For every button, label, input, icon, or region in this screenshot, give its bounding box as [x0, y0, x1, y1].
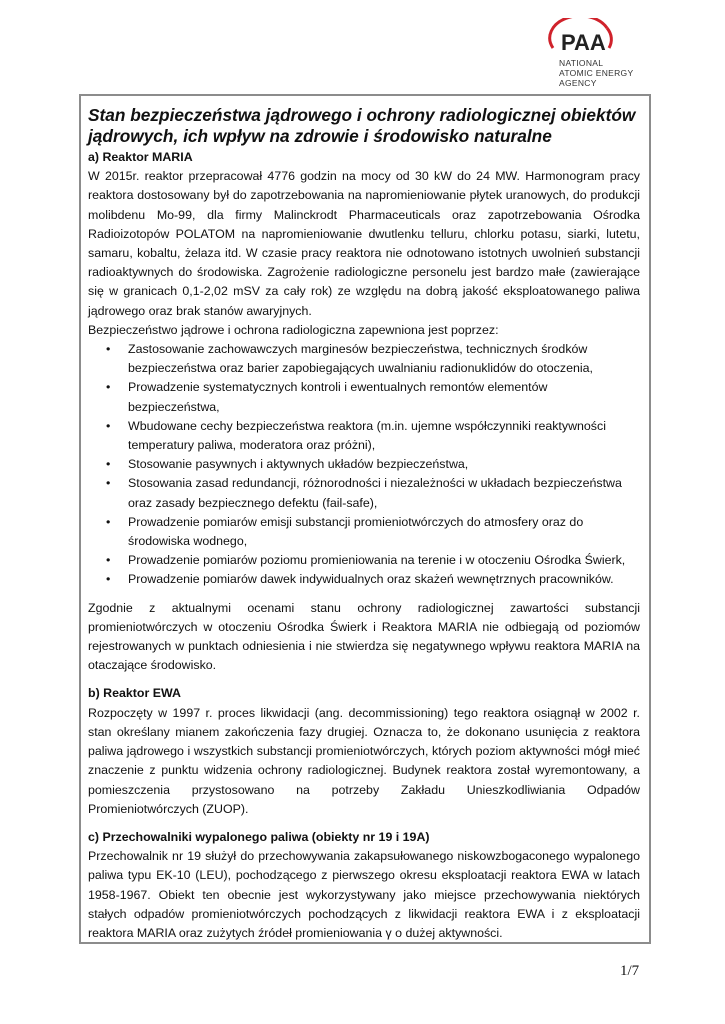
list-item	[106, 551, 640, 570]
logo-line-2: ATOMIC ENERGY	[559, 68, 634, 78]
list-item	[106, 570, 640, 589]
bullet-icon: •	[106, 514, 111, 529]
list-item	[106, 417, 640, 455]
bullet-icon: •	[106, 572, 111, 587]
paa-logo	[545, 18, 655, 98]
logo-caption	[559, 58, 633, 88]
bullet-icon: •	[106, 553, 111, 568]
list-item-text: Stosowanie pasywnych i aktywnych układów bezpieczeństwa,	[128, 457, 469, 472]
logo-line-1: NATIONAL	[559, 58, 604, 68]
section-c-heading: c) Przechowalniki wypalonego paliwa (obiekty nr 19 i 19A)	[88, 829, 430, 844]
list-item-text: Prowadzenie systematycznych kontroli i ewentualnych remontów elementów bezpieczeństwa,	[128, 380, 548, 414]
page-number: 1/7	[620, 963, 640, 979]
bullet-icon: •	[106, 380, 111, 395]
list-item-text: Wbudowane cechy bezpieczeństwa reaktora (m.in. ujemne współczynniki reaktywności temperatury paliwa, moderatora oraz próżni),	[128, 418, 606, 453]
list-item-text: Stosowania zasad redundancji, różnorodności i niezależności w układach bezpieczeństwa oraz zasady bezpiecznego defektu (fail-safe),	[128, 476, 622, 510]
list-item	[106, 378, 640, 416]
section-a-heading: a) Reaktor MARIA	[88, 150, 193, 164]
list-item-text: Prowadzenie pomiarów dawek indywidualnych oraz skażeń wewnętrznych pracowników.	[128, 572, 614, 587]
logo-brand: PAA	[561, 30, 606, 55]
list-item	[106, 474, 640, 512]
section-b-paragraph: Rozpoczęty w 1997 r. proces likwidacji (ang. decommissioning) tego reaktora osiągnął w 2002 r. stan określany mianem zakończenia fazy drugiej. Oznacza to, że dokonano usunięcia z reaktora paliwa jądrowego i wszystkich substancji promieniotwórczych, których poziom aktywności mógł mieć znaczenie z punktu widzenia ochrony radiologicznej. Budynek reaktora został wyremontowany, a pomieszczenia przystosowano na potrzeby Zakładu Unieszkodliwiania Odpadów Promieniotwórczych (ZUOP).	[88, 705, 640, 816]
bullet-icon: •	[106, 457, 111, 472]
logo-line-3: AGENCY	[559, 78, 597, 88]
section-c-paragraph: Przechowalnik nr 19 służył do przechowywania zakapsułowanego niskowzbogaconego wypalonego paliwa typu EK-10 (LEU), pochodzącego z pierwszego okresu eksploatacji reaktora EWA w latach 1958-1967. Obiekt ten obecnie jest wykorzystywany jako miejsce przechowywania niektórych stałych odpadów promieniotwórczych pochodzących z likwidacji reaktora EWA i z eksploatacji reaktora MARIA oraz zużytych źródeł promieniowania γ o dużej aktywności.	[88, 849, 640, 940]
page-title: Stan bezpieczeństwa jądrowego i ochrony radiologicznej obiektów jądrowych, ich wpływ na zdrowie i środowisko naturalne	[88, 105, 636, 146]
list-item-text: Prowadzenie pomiarów emisji substancji promieniotwórczych do atmosfery oraz do środowiska wodnego,	[128, 514, 584, 549]
section-a-paragraph-1: W 2015r. reaktor przepracował 4776 godzin na mocy od 30 kW do 24 MW. Harmonogram pracy reaktora dostosowany był do zapotrzebowania na napromieniowanie płytek uranowych, do produkcji molibdenu Mo-99, dla firmy Malinckrodt Pharmaceuticals oraz zapotrzebowania Ośrodka Radioizotopów POLATOM na napromieniowanie dwutlenku telluru, chlorku potasu, siarki, lutetu, samaru, kobaltu, żelaza itd. W czasie pracy reaktora nie odnotowano istotnych uwolnień substancji radioaktywnych do środowiska. Zagrożenie radiologiczne personelu jest bardzo małe (zawierające się w granicach 0,1-2,02 mSV za cały rok) ze względu na dobrą jakość eksploatowanego paliwa jądrowego oraz brak stanów awaryjnych.	[88, 169, 640, 318]
list-item	[106, 513, 640, 551]
list-item	[106, 455, 640, 474]
document-body	[88, 105, 640, 943]
bullet-icon: •	[106, 476, 111, 491]
list-item-text: Prowadzenie pomiarów poziomu promieniowania na terenie i w otoczeniu Ośrodka Świerk,	[128, 553, 626, 568]
section-b-heading: b) Reaktor EWA	[88, 686, 181, 701]
safety-measures-list	[88, 340, 640, 590]
bullet-icon: •	[106, 418, 111, 433]
section-a-paragraph-2: Zgodnie z aktualnymi ocenami stanu ochrony radiologicznej zawartości substancji promieniotwórczych w otoczeniu Ośrodka Świerk i Reaktora MARIA nie odbiegają od poziomów rejestrowanych w punktach odniesienia i nie stwierdza się negatywnego wpływu reaktora MARIA na otaczające środowisko.	[88, 600, 640, 673]
list-item	[106, 340, 640, 378]
section-a-intro: Bezpieczeństwo jądrowe i ochrona radiologiczna zapewniona jest poprzez:	[88, 322, 499, 337]
logo-arc-icon	[545, 18, 655, 58]
list-item-text: Zastosowanie zachowawczych marginesów bezpieczeństwa, technicznych środków bezpieczeństwa oraz barier zapobiegających uwalnianiu radionuklidów do otoczenia,	[128, 342, 593, 376]
bullet-icon: •	[106, 342, 111, 357]
